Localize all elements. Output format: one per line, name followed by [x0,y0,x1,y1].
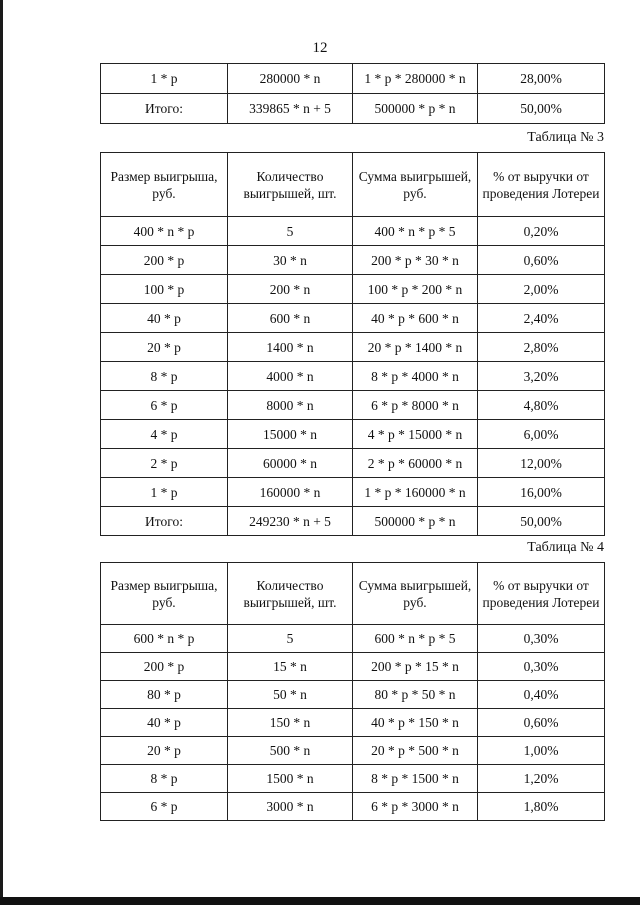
prize-size-cell: 400 * n * p [101,217,228,246]
table-row [101,709,605,737]
revenue-percent-cell: 1,20% [478,765,605,793]
prize-sum-cell: 20 * p * 1400 * n [353,333,478,362]
prize-sum-cell: 8 * p * 1500 * n [353,765,478,793]
table-row [101,653,605,681]
revenue-percent-cell: 16,00% [478,478,605,507]
prize-sum-cell: 6 * p * 3000 * n [353,793,478,821]
revenue-percent-cell: 2,80% [478,333,605,362]
header-prize-sum: Сумма выигрышей, руб. [353,563,478,625]
prize-sum-cell: 1 * p * 280000 * n [353,64,478,94]
prize-size-cell: 4 * p [101,420,228,449]
prize-size-cell: Итого: [101,507,228,536]
prize-size-cell: 2 * p [101,449,228,478]
prize-size-cell: 40 * p [101,304,228,333]
prize-count-cell: 600 * n [228,304,353,333]
header-prize-size: Размер выигрыша, руб. [101,563,228,625]
page-number: 12 [312,40,328,56]
revenue-percent-cell: 0,30% [478,625,605,653]
table-row [101,304,605,333]
table-row [101,246,605,275]
total-row [101,94,605,124]
prize-count-cell: 60000 * n [228,449,353,478]
prize-size-cell: 8 * p [101,362,228,391]
table-row [101,391,605,420]
table-header-row [101,563,605,625]
revenue-percent-cell: 28,00% [478,64,605,94]
prize-count-cell: 160000 * n [228,478,353,507]
prize-sum-cell: 40 * p * 150 * n [353,709,478,737]
revenue-percent-cell: 12,00% [478,449,605,478]
prize-size-cell: 100 * p [101,275,228,304]
table4-caption: Таблица № 4 [527,540,604,555]
table-row [101,275,605,304]
header-prize-count: Количество выигрышей, шт. [228,153,353,217]
table-row [101,217,605,246]
header-revenue-percent: % от выручки от проведения Лотереи [478,563,605,625]
prize-count-cell: 15000 * n [228,420,353,449]
prize-count-cell: 3000 * n [228,793,353,821]
prize-sum-cell: 80 * p * 50 * n [353,681,478,709]
prize-size-cell: 6 * p [101,793,228,821]
continuation-table [100,63,605,124]
revenue-percent-cell: 0,60% [478,709,605,737]
prize-count-cell: 1500 * n [228,765,353,793]
table-header-row [101,153,605,217]
header-prize-size: Размер выигрыша, руб. [101,153,228,217]
prize-sum-cell: 20 * p * 500 * n [353,737,478,765]
prize-sum-cell: 40 * p * 600 * n [353,304,478,333]
table-row [101,737,605,765]
prize-size-cell: 8 * p [101,765,228,793]
header-prize-sum: Сумма выигрышей, руб. [353,153,478,217]
table-row [101,449,605,478]
revenue-percent-cell: 50,00% [478,507,605,536]
prize-sum-cell: 1 * p * 160000 * n [353,478,478,507]
prize-count-cell: 280000 * n [228,64,353,94]
revenue-percent-cell: 1,00% [478,737,605,765]
revenue-percent-cell: 0,60% [478,246,605,275]
table-row [101,765,605,793]
table-row [101,478,605,507]
prize-size-cell: 1 * p [101,478,228,507]
table-row [101,333,605,362]
prize-count-cell: 4000 * n [228,362,353,391]
prize-count-cell: 15 * n [228,653,353,681]
prize-count-cell: 5 [228,217,353,246]
prize-sum-cell: 500000 * p * n [353,507,478,536]
total-label-cell: Итого: [101,94,228,124]
table-row [101,507,605,536]
prize-count-cell: 8000 * n [228,391,353,420]
prize-size-cell: 600 * n * p [101,625,228,653]
revenue-percent-cell: 6,00% [478,420,605,449]
prize-size-cell: 20 * p [101,737,228,765]
revenue-percent-cell: 0,40% [478,681,605,709]
prize-sum-cell: 200 * p * 15 * n [353,653,478,681]
table-row [101,625,605,653]
table-row [101,420,605,449]
prize-size-cell: 200 * p [101,653,228,681]
prize-count-cell: 50 * n [228,681,353,709]
table-row [101,362,605,391]
prize-count-cell: 150 * n [228,709,353,737]
prize-sum-cell: 6 * p * 8000 * n [353,391,478,420]
revenue-percent-cell: 1,80% [478,793,605,821]
revenue-percent-cell: 3,20% [478,362,605,391]
prize-size-cell: 6 * p [101,391,228,420]
revenue-percent-cell: 50,00% [478,94,605,124]
prize-size-cell: 1 * p [101,64,228,94]
prize-sum-cell: 8 * p * 4000 * n [353,362,478,391]
prize-sum-cell: 600 * n * p * 5 [353,625,478,653]
scan-edge-left [0,0,3,905]
prize-sum-cell: 500000 * p * n [353,94,478,124]
prize-sum-cell: 400 * n * p * 5 [353,217,478,246]
prize-count-cell: 249230 * n + 5 [228,507,353,536]
prize-count-cell: 339865 * n + 5 [228,94,353,124]
prize-size-cell: 80 * p [101,681,228,709]
table4 [100,562,605,821]
revenue-percent-cell: 2,00% [478,275,605,304]
table3-caption: Таблица № 3 [527,130,604,145]
revenue-percent-cell: 4,80% [478,391,605,420]
prize-count-cell: 500 * n [228,737,353,765]
prize-size-cell: 200 * p [101,246,228,275]
table-row [101,793,605,821]
header-revenue-percent: % от выручки от проведения Лотереи [478,153,605,217]
prize-count-cell: 200 * n [228,275,353,304]
prize-count-cell: 5 [228,625,353,653]
prize-sum-cell: 100 * p * 200 * n [353,275,478,304]
prize-sum-cell: 4 * p * 15000 * n [353,420,478,449]
prize-count-cell: 30 * n [228,246,353,275]
header-prize-count: Количество выигрышей, шт. [228,563,353,625]
revenue-percent-cell: 0,30% [478,653,605,681]
prize-count-cell: 1400 * n [228,333,353,362]
revenue-percent-cell: 0,20% [478,217,605,246]
scan-edge-bottom [0,897,640,905]
table-row [101,681,605,709]
prize-sum-cell: 2 * p * 60000 * n [353,449,478,478]
table-row [101,64,605,94]
revenue-percent-cell: 2,40% [478,304,605,333]
table3 [100,152,605,536]
prize-sum-cell: 200 * p * 30 * n [353,246,478,275]
prize-size-cell: 20 * p [101,333,228,362]
prize-size-cell: 40 * p [101,709,228,737]
